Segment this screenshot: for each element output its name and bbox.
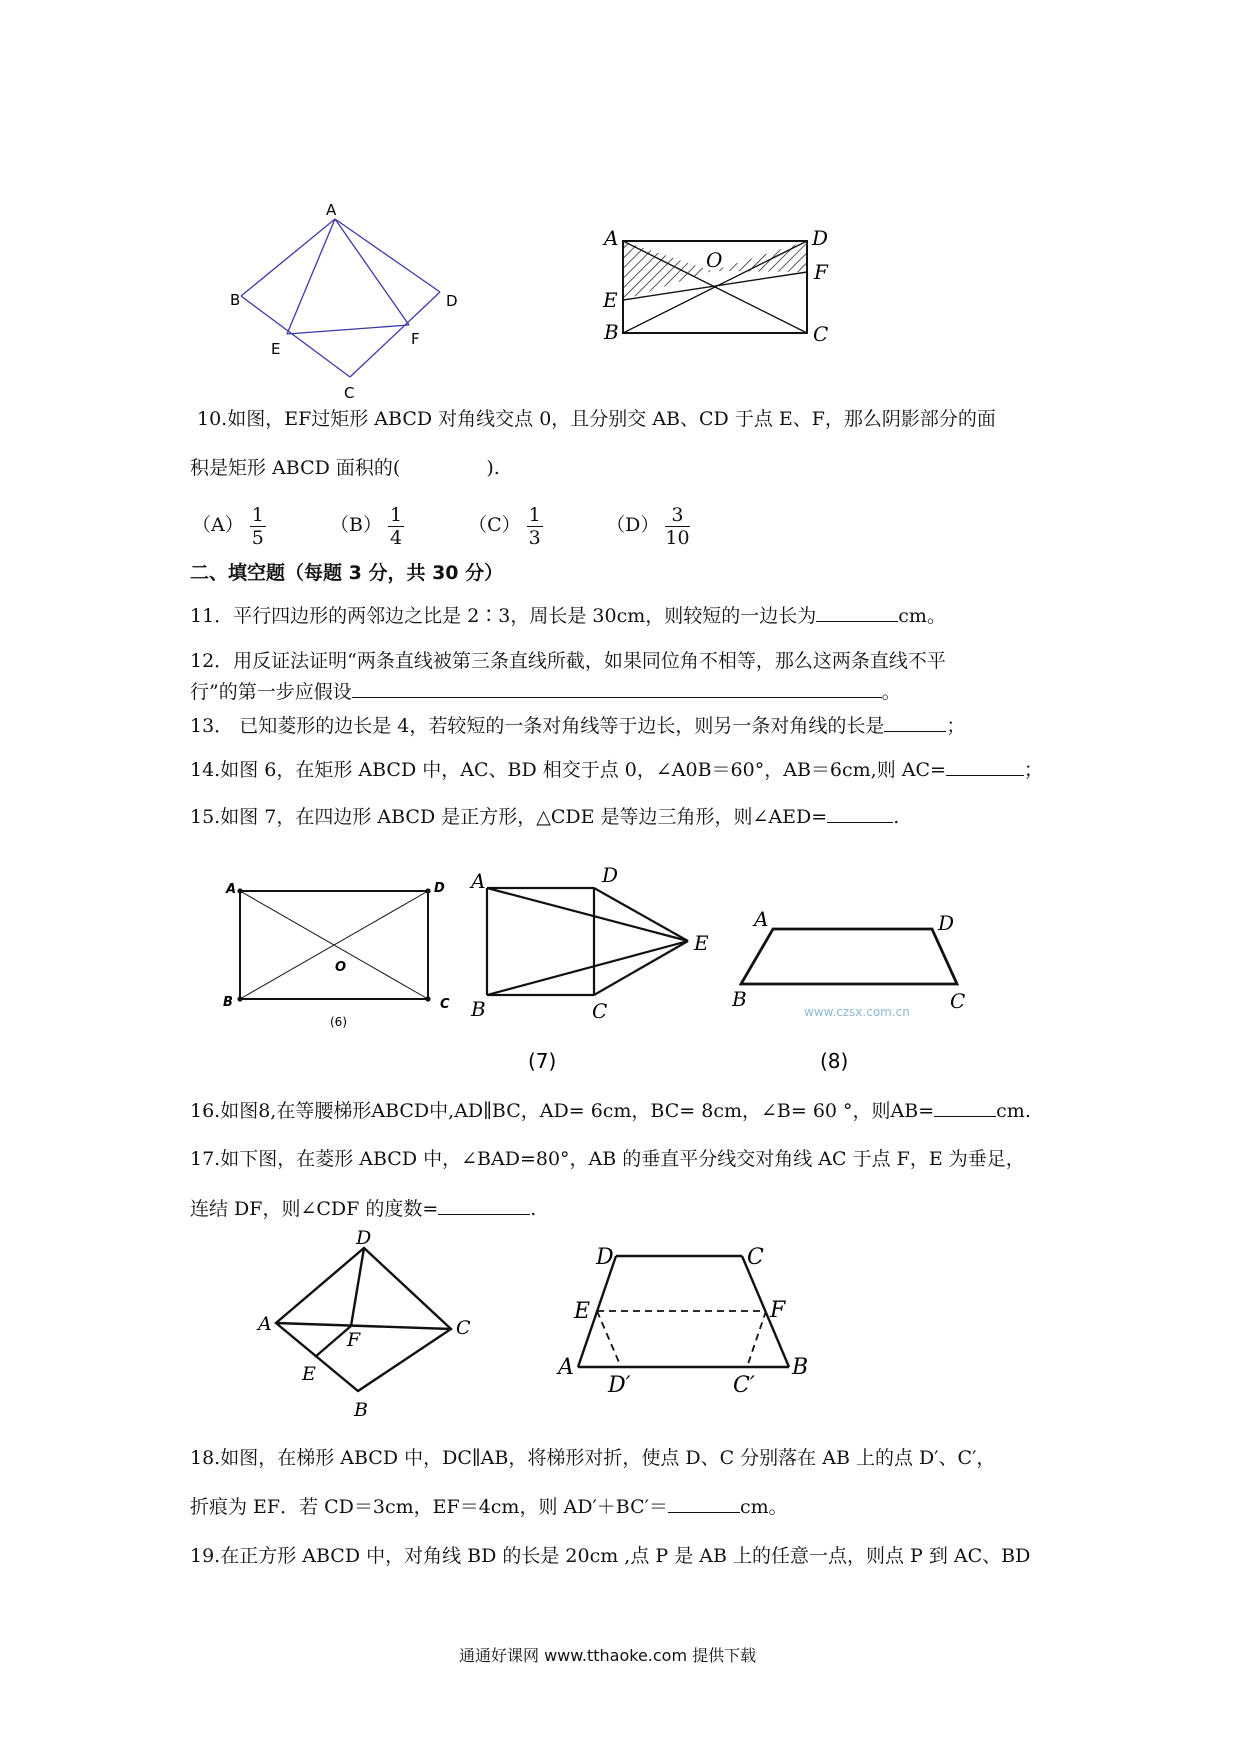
q10-line1: 10.如图，EF过矩形 ABCD 对角线交点 0，且分别交 AB、CD 于点 E、F，那么阴影部分的面 xyxy=(197,408,996,430)
q10-option-c-label: （C） xyxy=(468,514,521,536)
fig6-caption: (6) xyxy=(330,1015,347,1029)
q18-label-cprime: C′ xyxy=(733,1373,755,1398)
kite-label-e: E xyxy=(271,340,281,358)
q17-label-f: F xyxy=(347,1329,361,1351)
q11-text: 11．平行四边形的两邻边之比是 2∶3，周长是 30cm，则较短的一边长为 xyxy=(190,605,817,627)
q17-line2-text: 连结 DF，则∠CDF 的度数= xyxy=(190,1198,439,1220)
kite-label-c: C xyxy=(344,384,355,402)
q10-label-d: D xyxy=(812,226,829,250)
fig8-caption: (8) xyxy=(820,1049,849,1073)
q18-answer-blank[interactable] xyxy=(668,1494,740,1513)
q17-label-e: E xyxy=(302,1363,316,1385)
kite-label-a: A xyxy=(326,201,337,219)
fig8-watermark: www.czsx.com.cn xyxy=(804,1005,910,1019)
q10-option-c-num: 1 xyxy=(528,503,541,526)
q18-line2-text: 折痕为 EF．若 CD＝3cm，EF＝4cm，则 AD′＋BC′＝ xyxy=(190,1496,668,1518)
fig6-label-c: C xyxy=(440,997,450,1012)
fig7-label-e: E xyxy=(694,931,709,955)
fig8-label-c: C xyxy=(950,989,966,1013)
kite-label-b: B xyxy=(230,291,241,309)
fig6-label-b: B xyxy=(223,995,233,1010)
fig8-label-b: B xyxy=(732,987,747,1011)
q10-option-d-label: （D） xyxy=(606,514,660,536)
q13-text: 13． 已知菱形的边长是 4，若较短的一条对角线等于边长，则另一条对角线的长是 xyxy=(190,715,885,737)
fig7-label-c: C xyxy=(592,999,608,1023)
q14-text: 14.如图 6，在矩形 ABCD 中，AC、BD 相交于点 0，∠A0B＝60°，AB＝6cm,则 AC= xyxy=(190,759,946,781)
q15-end: . xyxy=(893,806,900,828)
q18-end: cm。 xyxy=(739,1496,788,1518)
q10-option-b-den: 4 xyxy=(390,526,403,549)
q10-option-b-num: 1 xyxy=(390,503,403,526)
q18-label-b: B xyxy=(792,1355,809,1380)
fig6-label-o: O xyxy=(335,960,347,975)
q12-line2-text: 行”的第一步应假设 xyxy=(190,681,352,703)
q10-line2-text: 积是矩形 ABCD 面积的( xyxy=(190,457,401,479)
q10-label-f: F xyxy=(814,260,828,284)
q17-label-a: A xyxy=(258,1313,272,1335)
q10-option-b-label: （B） xyxy=(330,514,383,536)
q18-line1: 18.如图，在梯形 ABCD 中，DC∥AB，将梯形对折，使点 D、C 分别落在 AB 上的点 D′、C′， xyxy=(190,1447,996,1469)
fig7-label-b: B xyxy=(471,997,486,1021)
q17-label-b: B xyxy=(354,1399,368,1421)
fig7-caption: (7) xyxy=(528,1049,557,1073)
q10-option-a-label: （A） xyxy=(192,514,244,536)
fig8-label-a: A xyxy=(754,907,769,931)
q10-option-a-num: 1 xyxy=(251,503,264,526)
q18-line2 xyxy=(190,1494,788,1520)
fig7-label-d: D xyxy=(602,863,619,887)
q12-end: 。 xyxy=(881,681,901,703)
q10-label-e: E xyxy=(603,288,618,312)
q18-label-e: E xyxy=(574,1299,591,1324)
q11-end: cm。 xyxy=(898,605,946,627)
fig6-label-d: D xyxy=(434,881,445,896)
q18-label-c: C xyxy=(747,1245,764,1270)
q16-end: cm. xyxy=(996,1100,1031,1122)
q17-line1: 17.如下图，在菱形 ABCD 中，∠BAD=80°，AB 的垂直平分线交对角线 AC 于点 F，E 为垂足， xyxy=(190,1148,1025,1170)
kite-label-d: D xyxy=(446,292,458,310)
q10-label-b: B xyxy=(604,320,619,344)
q19: 19.在正方形 ABCD 中，对角线 BD 的长是 20cm ,点 P 是 AB 上的任意一点，则点 P 到 AC、BD xyxy=(190,1545,1031,1567)
q15-text: 15.如图 7，在四边形 ABCD 是正方形，△CDE 是等边三角形，则∠AED= xyxy=(190,806,828,828)
q12-line1: 12．用反证法证明“两条直线被第三条直线所截，如果同位角不相等，那么这两条直线不平 xyxy=(190,650,946,672)
q18-label-dprime: D′ xyxy=(608,1373,631,1398)
q17-label-c: C xyxy=(456,1317,471,1339)
q10-option-c-den: 3 xyxy=(528,526,541,549)
q10-option-d-den: 10 xyxy=(665,526,690,549)
q10-line2-end: ). xyxy=(486,457,500,479)
q18-label-d: D xyxy=(596,1245,614,1270)
q10-label-a: A xyxy=(604,226,619,250)
q14-end: ； xyxy=(1023,759,1043,781)
q10-option-d-num: 3 xyxy=(665,504,689,527)
fig8-label-d: D xyxy=(938,911,955,935)
section2-title: 二、填空题（每题 3 分，共 30 分） xyxy=(190,562,504,584)
q16-text: 16.如图8,在等腰梯形ABCD中,AD∥BC，AD= 6cm，BC= 8cm，∠B= 60 °，则AB= xyxy=(190,1100,935,1122)
page-footer: 通通好课网 www.tthaoke.com 提供下载 xyxy=(459,1646,757,1665)
q17-end: . xyxy=(530,1198,537,1220)
q10-option-a-den: 5 xyxy=(251,526,264,549)
kite-label-f: F xyxy=(411,330,420,348)
fig6-label-a: A xyxy=(226,882,237,897)
q17-label-d: D xyxy=(356,1227,372,1249)
fig7-label-a: A xyxy=(471,869,486,893)
q18-label-a: A xyxy=(558,1355,574,1380)
q13-end: ； xyxy=(946,715,966,737)
q18-label-f: F xyxy=(770,1298,786,1323)
q10-label-o: O xyxy=(706,248,723,272)
q10-label-c: C xyxy=(813,322,829,346)
